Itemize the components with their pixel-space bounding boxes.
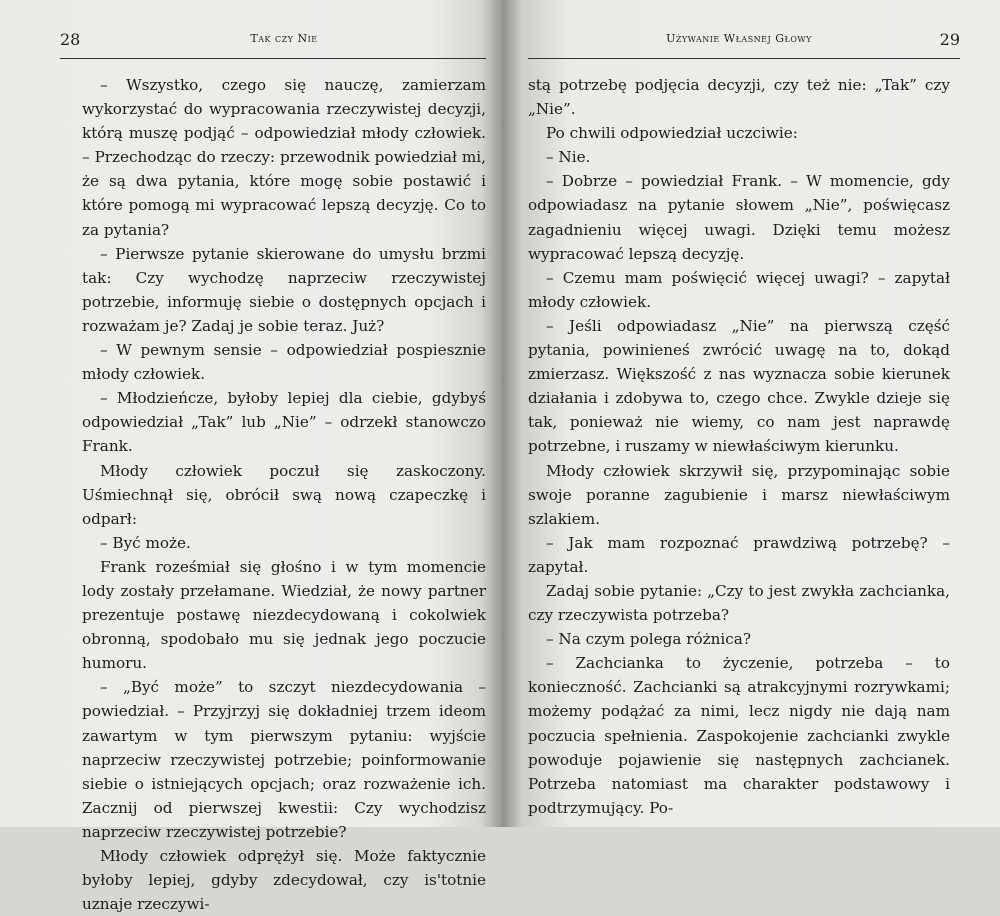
paragraph: Frank roześmiał się głośno i w tym momencie lody zostały przełamane. Wiedział, że nowy partner prezentuje postawę niezdecydowaną i cokolwiek obronną, spodobało mu się jednak jego poczucie humoru. xyxy=(82,557,486,673)
paragraph: – Dobrze – powiedział Frank. – W momencie, gdy odpowiadasz na pytanie słowem „Nie”, poświęcasz zagadnieniu więcej uwagi. Dzięki temu możesz wypracować lepszą decyzję. xyxy=(528,172,950,263)
paragraph: Młody człowiek skrzywił się, przypominając sobie swoje poranne zagubienie i marsz niewłaściwym szlakiem. xyxy=(528,461,950,528)
paragraph: – Jak mam rozpoznać prawdziwą potrzebę? – zapytał. xyxy=(528,533,950,576)
right-page-header xyxy=(528,30,960,52)
paragraph: – Na czym polega różnica? xyxy=(546,630,751,649)
paragraph: – Wszystko, czego się nauczę, zamierzam wykorzystać do wypracowania rzeczywistej decyzji, którą muszę podjąć – odpowiedział młody człowiek. – Przechodząc do rzeczy: przewodnik powiedział mi, że są dwa pytania, które mogę sobie postawić i które pomogą mi wypracować lepszą decyzję. Co to za pytania? xyxy=(82,76,486,239)
running-head-left: Tak czy Nie xyxy=(250,32,318,45)
left-page-body xyxy=(82,73,486,916)
paragraph: – „Być może” to szczyt niezdecydowania – powiedział. – Przyjrzyj się dokładniej trzem ideom zawartym w tym pierwszym pytaniu: wyjście naprzeciw rzeczywistej potrzebie; poinformowanie siebie o istniejących opcjach; oraz rozważenie ich. Zacznij od pierwszej kwestii: Czy wychodzisz naprzeciw rzeczywistej potrzebie? xyxy=(82,678,486,841)
left-page-header xyxy=(60,30,486,52)
paragraph: – Nie. xyxy=(546,148,591,167)
right-page-body xyxy=(528,73,950,820)
paragraph: – Być może. xyxy=(100,533,191,552)
paragraph: Zadaj sobie pytanie: „Czy to jest zwykła zachcianka, czy rzeczywista potrzeba? xyxy=(528,581,950,625)
paragraph: – Czemu mam poświęcić więcej uwagi? – zapytał młody człowiek. xyxy=(528,268,950,311)
paragraph: – Młodzieńcze, byłoby lepiej dla ciebie, gdybyś odpowiedział „Tak” lub „Nie” – odrzekł stanowczo Frank. xyxy=(82,389,486,456)
paragraph: – Pierwsze pytanie skierowane do umysłu brzmi tak: Czy wychodzę naprzeciw rzeczywistej potrzebie, informuję siebie o dostępnych opcjach i rozważam je? Zadaj je sobie teraz. Już? xyxy=(82,244,486,335)
page-number-right: 29 xyxy=(939,30,960,49)
running-head-right: Używanie Własnej Głowy xyxy=(666,32,812,45)
paragraph: Młody człowiek poczuł się zaskoczony. Uśmiechnął się, obrócił swą nową czapeczkę i odparł: xyxy=(82,461,486,528)
paragraph: – Jeśli odpowiadasz „Nie” na pierwszą część pytania, powinieneś zwrócić uwagę na to, dokąd zmierzasz. Większość z nas wyznacza sobie kierunek działania i zdobywa to, czego chce. Zwykle dzieje się tak, ponieważ nie wiemy, co nam jest naprawdę potrzebne, i ruszamy w niewłaściwym kierunku. xyxy=(528,316,950,456)
paragraph: – Zachcianka to życzenie, potrzeba – to konieczność. Zachcianki są atrakcyjnymi rozrywkami; możemy podążać za nimi, lecz nigdy nie dają nam poczucia spełnienia. Zaspokojenie zachcianki zwykle powoduje pojawienie się następnych zachcianek. Potrzeba natomiast ma charakter podstawowy i podtrzymujący. Po- xyxy=(528,654,950,817)
paragraph: – W pewnym sensie – odpowiedział pospiesznie młody człowiek. xyxy=(82,341,486,384)
paragraph: Po chwili odpowiedział uczciwie: xyxy=(546,124,798,143)
right-page xyxy=(502,0,1000,827)
header-rule-left xyxy=(60,58,486,59)
paragraph: Młody człowiek odprężył się. Może faktycznie byłoby lepiej, gdyby zdecydował, czy is'totnie uznaje rzeczywi- xyxy=(82,847,486,914)
page-number-left: 28 xyxy=(60,30,81,49)
header-rule-right xyxy=(528,58,960,59)
paragraph: stą potrzebę podjęcia decyzji, czy też nie: „Tak” czy „Nie”. xyxy=(528,76,950,119)
